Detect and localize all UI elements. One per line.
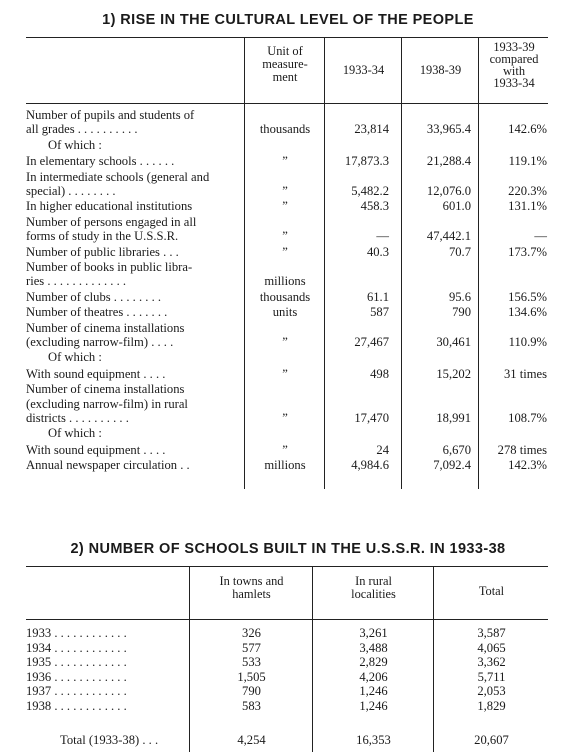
header-rural: In rural localities	[351, 574, 396, 601]
value-comparison: 142.3%	[508, 458, 547, 473]
header-towns: In towns and hamlets	[219, 574, 284, 601]
value-1938-39: 18,991	[436, 411, 471, 425]
value-rural: 1,246	[359, 699, 388, 713]
value-total: 1,829	[477, 699, 506, 713]
value-comparison: 220.3%	[508, 184, 547, 198]
table1-top-rule	[26, 37, 548, 38]
value-comparison: 134.6%	[508, 305, 547, 320]
value-rural: 3,261	[359, 626, 388, 640]
value-comparison: —	[534, 229, 547, 244]
row-label: Of which :	[48, 426, 102, 441]
row-label: districts . . . . . . . . . .	[26, 411, 129, 425]
row-label: (excluding narrow-film) in rural	[26, 396, 188, 411]
row-label: (excluding narrow-film) . . . .	[26, 335, 174, 349]
value-1933-34: 40.3	[366, 244, 389, 259]
table2-col-divider	[189, 566, 190, 752]
header-total: Total	[478, 584, 505, 598]
value-towns: 583	[242, 699, 261, 713]
row-unit: ”	[282, 229, 288, 244]
value-rural: 2,829	[359, 655, 388, 670]
row-unit: ”	[282, 442, 288, 457]
row-label: Of which :	[48, 137, 102, 152]
value-total: 4,065	[477, 640, 506, 655]
value-1938-39: 70.7	[448, 244, 471, 259]
value-1933-34: 4,984.6	[351, 458, 389, 473]
row-label: all grades . . . . . . . . . .	[26, 122, 138, 137]
value-1938-39: 7,092.4	[433, 458, 471, 473]
total-towns: 4,254	[237, 733, 266, 747]
value-comparison: 110.9%	[508, 335, 547, 349]
row-label: With sound equipment . . . .	[26, 366, 166, 381]
value-1933-34: —	[376, 229, 389, 244]
table2-top-rule	[26, 566, 548, 567]
row-unit: units	[272, 305, 298, 320]
table1-col-divider	[324, 37, 325, 489]
table2-header-rule	[26, 619, 548, 620]
row-label: Number of theatres . . . . . . .	[26, 305, 168, 320]
value-towns: 790	[242, 684, 261, 699]
row-unit: ”	[282, 184, 288, 198]
value-towns: 326	[242, 626, 261, 640]
row-label: Number of public libraries . . .	[26, 244, 179, 259]
header-1938-39: 1938-39	[419, 63, 462, 77]
total-rural: 16,353	[356, 733, 391, 747]
value-1933-34: 24	[376, 442, 389, 457]
value-1938-39: 21,288.4	[426, 154, 471, 169]
table1-title: 1) RISE IN THE CULTURAL LEVEL OF THE PEOPLE	[102, 12, 474, 28]
table2-col-divider	[433, 566, 434, 752]
row-label: special) . . . . . . . .	[26, 184, 116, 198]
year-label: 1934 . . . . . . . . . . . .	[26, 640, 127, 655]
table2-col-divider	[312, 566, 313, 752]
header-1933-34: 1933-34	[342, 63, 385, 77]
value-1938-39: 95.6	[448, 289, 471, 304]
value-total: 2,053	[477, 684, 506, 699]
value-1933-34: 5,482.2	[351, 184, 389, 198]
value-towns: 533	[242, 655, 261, 670]
year-label: 1936 . . . . . . . . . . . .	[26, 669, 127, 684]
value-1938-39: 30,461	[436, 335, 471, 349]
header-unit: Unit of measure- ment	[262, 44, 308, 84]
total-label: Total (1933-38) . . .	[60, 733, 159, 747]
row-label: Number of cinema installations	[26, 382, 185, 397]
value-total: 3,362	[477, 655, 506, 670]
year-label: 1935 . . . . . . . . . . . .	[26, 655, 127, 670]
row-label: Number of persons engaged in all	[26, 214, 197, 229]
row-label: Annual newspaper circulation . .	[26, 458, 190, 473]
table2-title: 2) NUMBER OF SCHOOLS BUILT IN THE U.S.S.R. IN 1933-38	[70, 541, 506, 557]
row-label: Number of pupils and students of	[26, 108, 195, 122]
row-unit: ”	[282, 244, 288, 259]
value-towns: 1,505	[237, 669, 266, 684]
value-total: 5,711	[477, 669, 506, 684]
row-unit: ”	[282, 366, 288, 381]
table1-col-divider	[401, 37, 402, 489]
year-label: 1938 . . . . . . . . . . . .	[26, 699, 127, 713]
table1-col-divider	[244, 37, 245, 489]
value-comparison: 131.1%	[508, 199, 547, 214]
value-1938-39: 790	[452, 305, 471, 320]
value-1933-34: 23,814	[354, 122, 389, 137]
value-1938-39: 47,442.1	[426, 229, 471, 244]
row-unit: thousands	[259, 122, 311, 137]
row-label: Number of cinema installations	[26, 320, 185, 335]
row-unit: ”	[282, 199, 288, 214]
value-comparison: 31 times	[503, 366, 547, 381]
row-unit: millions	[264, 274, 306, 289]
row-label: Number of clubs . . . . . . . .	[26, 289, 162, 304]
value-comparison: 173.7%	[508, 244, 547, 259]
year-label: 1937 . . . . . . . . . . . .	[26, 684, 127, 699]
row-label: In intermediate schools (general and	[26, 169, 210, 184]
value-comparison: 108.7%	[508, 411, 547, 425]
row-label: In higher educational institutions	[26, 199, 193, 214]
value-comparison: 156.5%	[508, 289, 547, 304]
value-comparison: 119.1%	[508, 154, 547, 169]
value-1938-39: 33,965.4	[426, 122, 471, 137]
value-rural: 4,206	[359, 669, 388, 684]
row-label: forms of study in the U.S.S.R.	[26, 229, 179, 244]
value-1938-39: 15,202	[436, 366, 471, 381]
row-unit: thousands	[259, 289, 311, 304]
value-rural: 3,488	[359, 640, 388, 655]
row-label: Number of books in public libra-	[26, 260, 193, 274]
year-label: 1933 . . . . . . . . . . . .	[26, 626, 127, 640]
value-1933-34: 61.1	[366, 289, 389, 304]
value-comparison: 278 times	[497, 442, 547, 457]
row-unit: ”	[282, 335, 288, 349]
row-unit: ”	[282, 411, 288, 425]
value-comparison: 142.6%	[508, 122, 547, 137]
value-1933-34: 17,873.3	[344, 154, 389, 169]
value-1938-39: 601.0	[442, 199, 471, 214]
header-comparison: 1933-39 compared with 1933-34	[489, 40, 539, 90]
row-unit: ”	[282, 154, 288, 169]
table1-header-rule	[26, 103, 548, 104]
value-1933-34: 587	[370, 305, 389, 320]
value-1933-34: 498	[370, 366, 389, 381]
value-1938-39: 6,670	[442, 442, 471, 457]
value-rural: 1,246	[359, 684, 388, 699]
value-1933-34: 17,470	[354, 411, 389, 425]
value-1933-34: 458.3	[360, 199, 389, 214]
value-1933-34: 27,467	[354, 335, 389, 349]
row-unit: millions	[264, 458, 306, 473]
total-total: 20,607	[474, 733, 509, 747]
value-1938-39: 12,076.0	[426, 184, 471, 198]
value-total: 3,587	[477, 626, 506, 640]
row-label: In elementary schools . . . . . .	[26, 154, 175, 169]
row-label: With sound equipment . . . .	[26, 442, 166, 457]
row-label: Of which :	[48, 350, 102, 365]
value-towns: 577	[242, 640, 261, 655]
table1-col-divider	[478, 37, 479, 489]
row-label: ries . . . . . . . . . . . . .	[26, 274, 127, 289]
